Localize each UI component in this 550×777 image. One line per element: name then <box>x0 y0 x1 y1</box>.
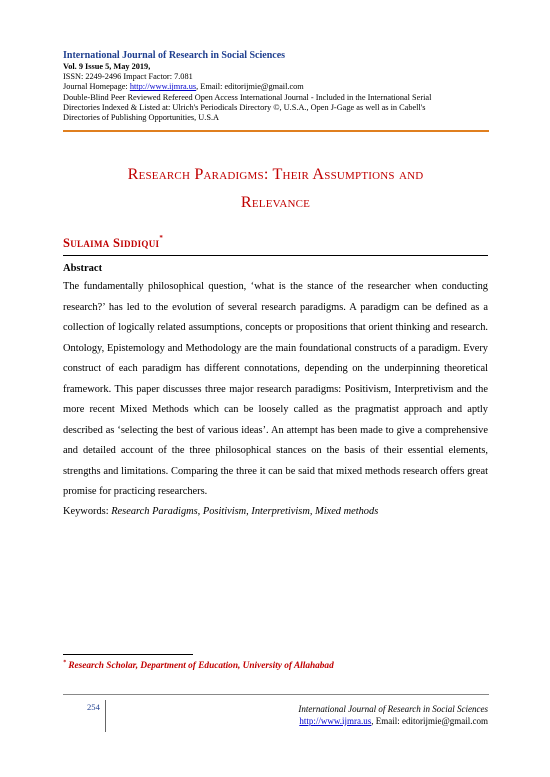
footer-vertical-bar <box>105 700 106 732</box>
journal-issn: ISSN: 2249-2496 Impact Factor: 7.081 <box>63 72 193 82</box>
keywords-list: Research Paradigms, Positivism, Interpretivism, Mixed methods <box>111 506 379 517</box>
paper-title-line-2: Relevance <box>240 193 311 211</box>
author-divider <box>63 255 488 256</box>
journal-volume: Vol. 9 Issue 5, May 2019, <box>63 62 151 71</box>
footer-divider <box>63 694 489 695</box>
footer-journal-title: International Journal of Research in Social Sciences <box>298 704 488 714</box>
journal-header <box>63 50 493 123</box>
paper-title <box>63 160 488 216</box>
page-number: 254 <box>87 702 100 712</box>
journal-homepage-line <box>63 82 493 92</box>
footer-contact-line <box>298 716 488 728</box>
footer-journal-info <box>298 704 488 727</box>
journal-title: International Journal of Research in Social Sciences <box>63 50 286 61</box>
header-email: , Email: editorijmie@gmail.com <box>196 82 304 92</box>
abstract-heading: Abstract <box>63 263 103 274</box>
paper-title-line-1: Research Paradigms: Their Assumptions and <box>127 165 424 183</box>
footer-homepage-link[interactable]: http://www.ijmra.us <box>299 715 372 726</box>
footnote-divider <box>63 654 193 655</box>
journal-indexing-line-2: Directories Indexed & Listed at: Ulrich's Periodicals Directory ©, U.S.A., Open J-Gage as well as in Cabell's <box>63 102 426 112</box>
footnote <box>63 660 334 671</box>
footnote-text: Research Scholar, Department of Education, University of Allahabad <box>66 661 334 671</box>
journal-indexing-line-1: Double-Blind Peer Reviewed Refereed Open Access International Journal - Included in the International Serial <box>63 92 432 102</box>
header-divider <box>63 130 489 132</box>
author-footnote-mark: * <box>159 234 164 242</box>
footnote-mark: * <box>63 660 66 666</box>
homepage-link[interactable]: http://www.ijmra.us <box>129 82 197 92</box>
author-name-text: Sulaima Siddiqui <box>63 236 160 250</box>
keywords-label: Keywords: <box>63 506 112 517</box>
keywords <box>63 506 488 517</box>
abstract-body: The fundamentally philosophical question, ‘what is the stance of the researcher when conducting research?’ has led to the evolution of several research paradigms. A paradigm can be defined as a collection of logically related assumptions, concepts or propositions that orient thinking and research. Ontology, Epistemology and Methodology are the main foundational constructs of a paradigm. Every construct of each paradigm has different connotations, depending on the underpinning theoretical framework. This paper discusses three major research paradigms: Positivism, Interpretivism and the more recent Mixed Methods which can be loosely called as the pragmatist approach and aptly described as ‘selecting the best of various ideas’. An attempt has been made to give a comprehensive and detailed account of the three philosophical stances on the basis of their essential elements, strengths and limitations. Comparing the three it can be said that mixed methods research offers great promise for practicing researchers. <box>63 281 488 497</box>
homepage-prefix: Journal Homepage: <box>63 82 130 92</box>
author-name <box>63 234 163 251</box>
footer-email: , Email: editorijmie@gmail.com <box>371 715 488 726</box>
journal-indexing-line-3: Directories of Publishing Opportunities, U.S.A <box>63 113 220 123</box>
